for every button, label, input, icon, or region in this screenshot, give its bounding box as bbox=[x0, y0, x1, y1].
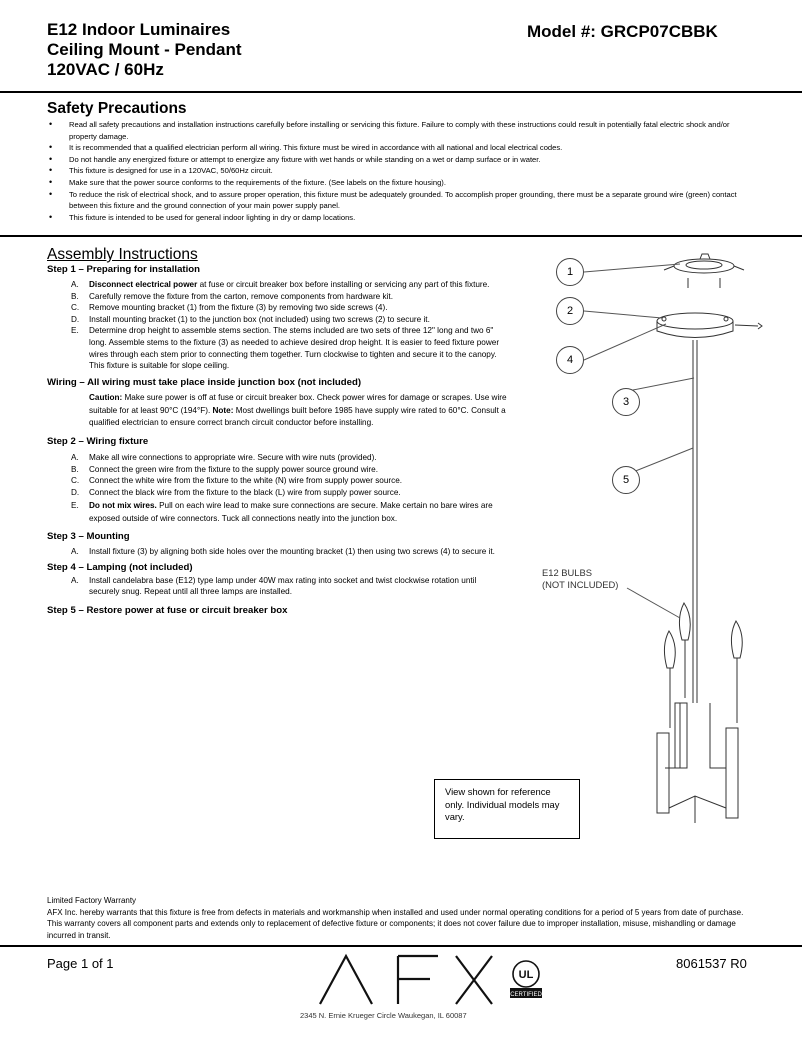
svg-text:AFX: AFX bbox=[318, 952, 320, 953]
step2-item-e: E. Do not mix wires. Pull on each wire lead to make sure connections are secure. Make certain no bare wires are exposed outside of wire connectors. Tuck all connections neatly into the junction box. bbox=[71, 500, 493, 524]
warranty-section bbox=[47, 895, 757, 941]
assembly-heading: Assembly Instructions bbox=[47, 246, 198, 263]
mounting-bracket-drawing bbox=[664, 254, 744, 288]
step1-item-e: E. Determine drop height to assemble stems section. The stems included are two sets of three 12" long and two 6" long. Assemble stems to the fixture (3) as needed to achieve desired drop height. It is easier to feed fixture power wires through each stem prior to connecting them together. Turn clockwise to tighten and secure it to the canopy. This fixture is suitable for slope ceiling. bbox=[71, 326, 500, 371]
company-address: 2345 N. Ernie Krueger Circle Waukegan, IL 60087 bbox=[300, 1011, 467, 1020]
wiring-title: Wiring – All wiring must take place inside junction box (not included) bbox=[47, 376, 362, 388]
step1-title: Step 1 – Preparing for installation bbox=[47, 264, 200, 275]
step4-item-a: A. Install candelabra base (E12) type lamp under 40W max rating into socket and twist clockwise rotation until securely snug. Repeat until all three lamps are installed. bbox=[71, 575, 477, 596]
arms-drawing bbox=[657, 703, 738, 823]
canopy-drawing bbox=[657, 313, 762, 338]
step2-item-a: A. Make all wire connections to appropriate wire. Secure with wire nuts (provided). bbox=[71, 453, 377, 463]
step2-list bbox=[71, 452, 527, 525]
callout-3: 3 bbox=[612, 388, 640, 416]
wiring-caution: Caution: Make sure power is off at fuse or circuit breaker box. Check power wires for damage or scrapes. Use wire suitable for at least 90°C (194°F). Note: Most dwellings built before 1985 have supply wire rated to 60°C. Consult a qualified electrician to ensure correct branch circuit conductor before installing. bbox=[89, 392, 507, 428]
safety-item: • It is recommended that a qualified electrician perform all wiring. This fixture must be wired in accordance with all national and local electrical codes. bbox=[47, 142, 759, 154]
callout-5: 5 bbox=[612, 466, 640, 494]
step1-item-a: A. Disconnect electrical power at fuse or circuit breaker box before installing or servicing any part of this fixture. bbox=[71, 280, 490, 289]
safety-item: • This fixture is designed for use in a 120VAC, 50/60Hz circuit. bbox=[47, 165, 759, 177]
step1-item-d: D. Install mounting bracket (1) to the junction box (not included) using two screws (2) to secure it. bbox=[71, 314, 430, 324]
title-line-2: Ceiling Mount - Pendant bbox=[47, 40, 242, 59]
fixture-diagram bbox=[530, 248, 802, 838]
warranty-text: AFX Inc. hereby warrants that this fixture is free from defects in materials and workmanship when installed and used under normal operating conditions for a period of 5 years from date of purchase. This warranty covers all component parts and extends only to replacement of defective fixture or components; it does not cover failure due to improper installation, misuse, mishandling or damage incurred in transit. bbox=[47, 907, 744, 940]
safety-item: • This fixture is intended to be used for general indoor lighting in dry or damp locations. bbox=[47, 212, 759, 224]
step1-item-b: B. Carefully remove the fixture from the carton, remove components from hardware kit. bbox=[71, 291, 393, 301]
safety-section bbox=[47, 100, 759, 223]
assembly-section bbox=[47, 246, 527, 617]
header-divider bbox=[0, 91, 802, 93]
step1-list bbox=[71, 279, 527, 372]
document-title bbox=[47, 20, 242, 80]
svg-text:UL: UL bbox=[518, 969, 534, 981]
step3-item-a: A. Install fixture (3) by aligning both side holes over the mounting bracket (1) then using two screws (4) to secure it. bbox=[71, 546, 495, 556]
bulbs-drawing bbox=[664, 603, 742, 728]
safety-heading: Safety Precautions bbox=[47, 100, 187, 117]
step1-item-c: C. Remove mounting bracket (1) from the fixture (3) by removing two side screws (4). bbox=[71, 303, 388, 313]
reference-note: View shown for reference only. Individual models may vary. bbox=[434, 779, 580, 839]
title-line-3: 120VAC / 60Hz bbox=[47, 60, 164, 79]
step4-list bbox=[71, 575, 527, 597]
safety-item: • To reduce the risk of electrical shock, and to assure proper operation, this fixture must be adequately grounded. To accomplish proper grounding, there must be a separate ground wire (green) contact between this fixture and the ground connection of your main power supply panel. bbox=[47, 189, 759, 212]
step5-title: Step 5 – Restore power at fuse or circuit breaker box bbox=[47, 604, 288, 616]
safety-item: • Read all safety precautions and installation instructions carefully before installing or servicing this fixture. Failure to comply with these instructions could result in potentially fatal electric shock and/or property damage. bbox=[47, 119, 759, 142]
step2-item-d: D. Connect the black wire from the fixture to the black (L) wire from supply power source. bbox=[71, 487, 401, 497]
callout-1: 1 bbox=[556, 258, 584, 286]
title-line-1: E12 Indoor Luminaires bbox=[47, 20, 231, 39]
safety-list bbox=[47, 119, 759, 223]
step3-list bbox=[71, 547, 527, 557]
leader-lines bbox=[584, 264, 694, 618]
step3-title: Step 3 – Mounting bbox=[47, 530, 130, 542]
afx-logo bbox=[318, 952, 558, 1008]
page-number: Page 1 of 1 bbox=[47, 956, 114, 971]
callout-2: 2 bbox=[556, 297, 584, 325]
bulbs-label: E12 BULBS (NOT INCLUDED) bbox=[542, 567, 619, 590]
step2-title: Step 2 – Wiring fixture bbox=[47, 436, 149, 448]
step4-title: Step 4 – Lamping (not included) bbox=[47, 561, 193, 573]
warranty-title: Limited Factory Warranty bbox=[47, 896, 137, 905]
svg-text:CERTIFIED: CERTIFIED bbox=[510, 992, 542, 998]
safety-item: • Do not handle any energized fixture or attempt to energize any fixture with wet hands or while standing on a wet or damp surface or in water. bbox=[47, 154, 759, 166]
step2-item-c: C. Connect the white wire from the fixture to the white (N) wire from supply power source. bbox=[71, 476, 403, 486]
callout-4: 4 bbox=[556, 346, 584, 374]
safety-item: • Make sure that the power source conforms to the requirements of the fixture. (See labels on the fixture housing). bbox=[47, 177, 759, 189]
step2-item-b: B. Connect the green wire from the fixture to the supply power source ground wire. bbox=[71, 464, 378, 474]
footer-divider bbox=[0, 945, 802, 947]
section-divider bbox=[0, 235, 802, 237]
model-number: Model #: GRCP07CBBK bbox=[527, 22, 718, 41]
document-code: 8061537 R0 bbox=[676, 956, 747, 971]
